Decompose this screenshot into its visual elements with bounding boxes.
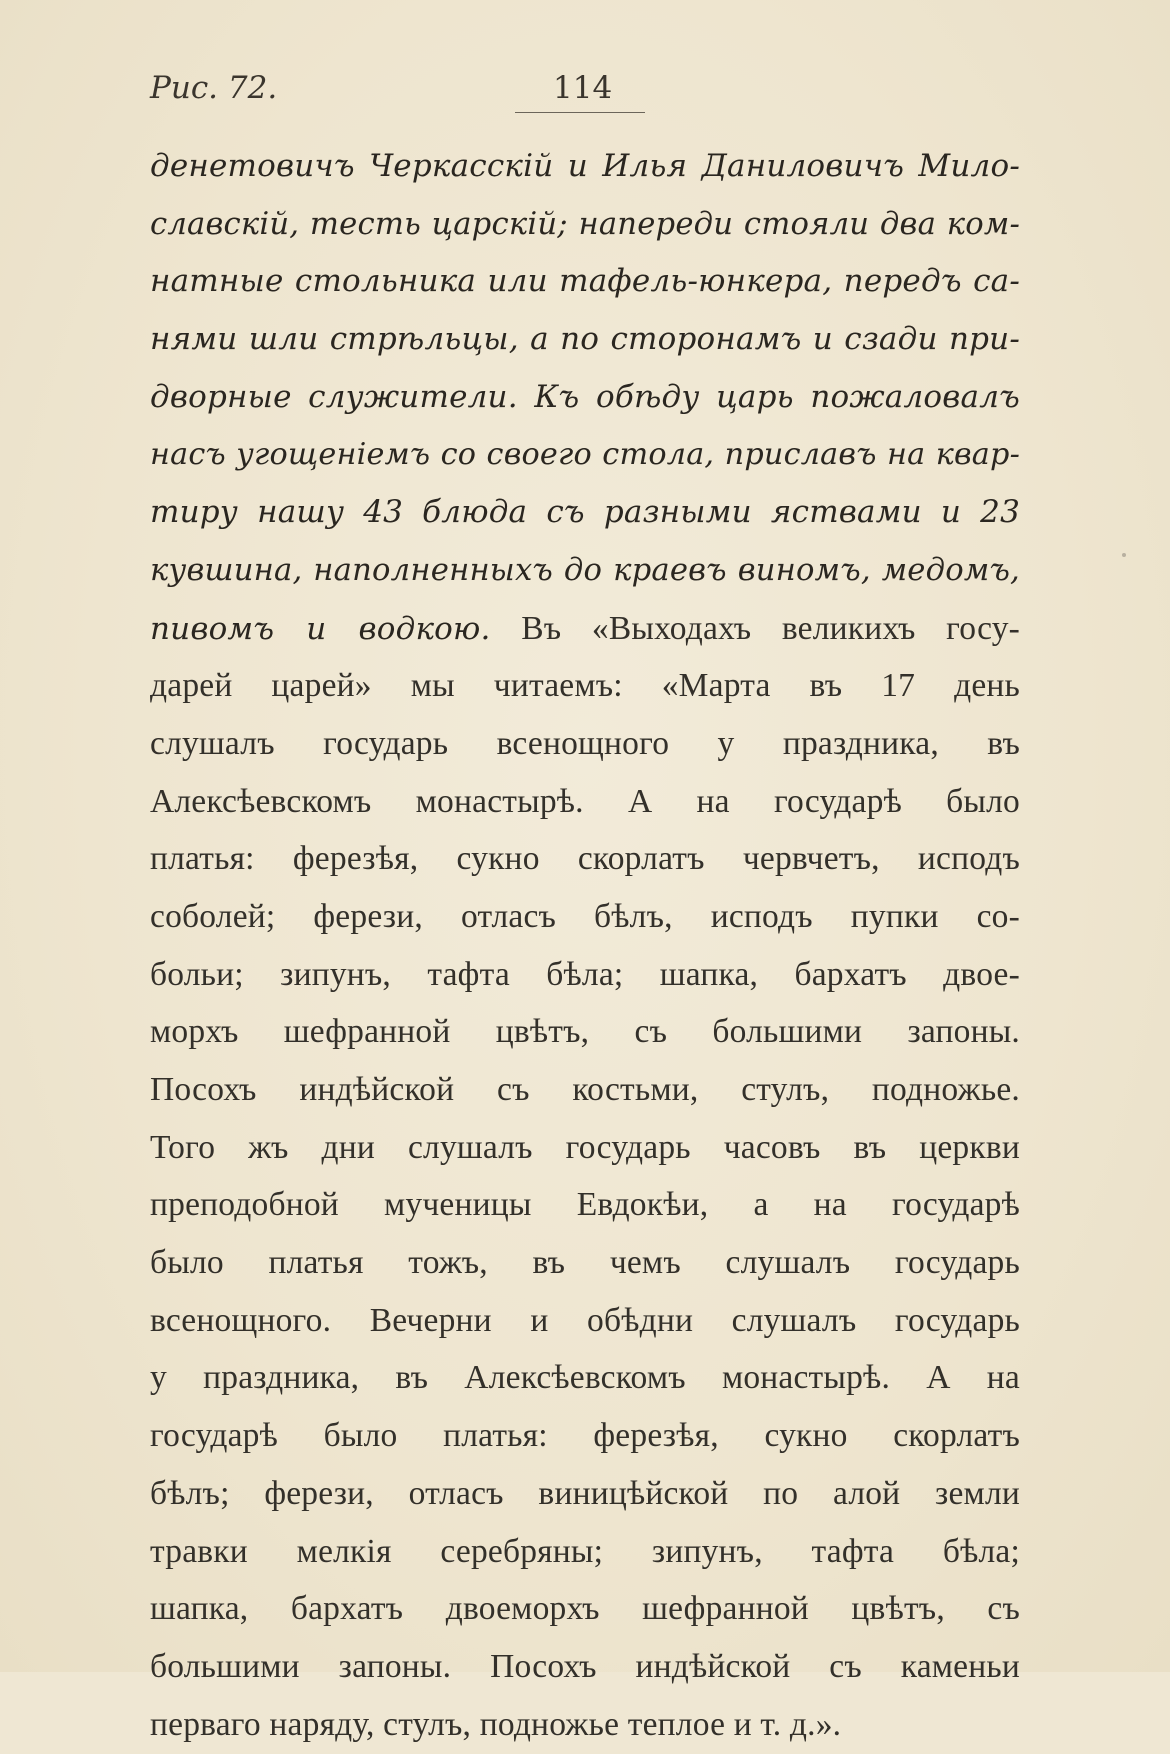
text-line-content: шапка, бархатъ двоеморхъ шефранной цвѣтъ, съ (150, 1590, 1020, 1628)
text-line-content: натные стольника или тафель-юнкера, передъ са- (150, 263, 1020, 300)
text-line (150, 1234, 1020, 1292)
text-line-content: дарей царей» мы читаемъ: «Марта въ 17 день (150, 667, 1020, 705)
text-line (150, 369, 1020, 427)
text-line (150, 1292, 1020, 1350)
text-line-content: соболей; ферези, отласъ бѣлъ, исподъ пупки со- (150, 897, 1020, 935)
text-line-content: бѣлъ; ферези, отласъ виницѣйской по алой земли (150, 1474, 1020, 1512)
text-line-content: тиру нашу 43 блюда съ разными яствами и 23 (150, 494, 1020, 531)
text-line-content: у праздника, въ Алексѣевскомъ монастырѣ. А на (150, 1359, 1020, 1397)
text-line-content: насъ угощеніемъ со своего стола, приславъ на квар- (150, 437, 1020, 473)
page-header (150, 62, 1020, 112)
text-line-content: Посохъ индѣйской съ костьми, стулъ, подножье. (150, 1071, 1020, 1108)
header-rule (515, 112, 645, 113)
text-line-content: перваго наряду, стулъ, подножье теплое и т. д.». (150, 1705, 842, 1743)
text-line-content: дворные служители. Къ обѣду царь пожаловалъ (150, 378, 1020, 415)
text-line-content: кувшина, наполненныхъ до краевъ виномъ, медомъ, (150, 552, 1020, 588)
text-line-content: преподобной мученицы Евдокѣи, а на государѣ (150, 1186, 1020, 1224)
text-line (150, 1465, 1020, 1523)
text-line (150, 1638, 1020, 1696)
text-line-content: славскій, тесть царскій; напереди стояли два ком- (150, 206, 1020, 242)
text-line-content: денетовичъ Черкасскій и Илья Даниловичъ Мило- (150, 148, 1020, 184)
text-line (150, 715, 1020, 773)
text-line-content: государѣ было платья: ферезѣя, сукно скорлатъ (150, 1417, 1020, 1455)
text-line (150, 773, 1020, 831)
page-number: 114 (553, 70, 613, 106)
text-line (150, 138, 1020, 196)
text-line-content: нями шли стрѣльцы, а по сторонамъ и сзади при- (150, 321, 1020, 358)
body-text (150, 138, 1020, 1753)
text-line-content: травки мелкія серебряны; зипунъ, тафта бѣла; (150, 1532, 1020, 1570)
text-line-italic-part: пивомъ и водкою. (150, 610, 491, 647)
text-line (150, 888, 1020, 946)
text-line (150, 657, 1020, 715)
text-line (150, 600, 1020, 658)
text-line (150, 1119, 1020, 1177)
text-line (150, 1349, 1020, 1407)
text-line (150, 484, 1020, 542)
text-line-content: Алексѣевскомъ монастырѣ. А на государѣ было (150, 782, 1020, 820)
text-line (150, 311, 1020, 369)
text-line-content: морхъ шефранной цвѣтъ, съ большими запоны. (150, 1013, 1020, 1051)
text-line-content: платья: ферезѣя, сукно скорлатъ червчетъ, исподъ (150, 840, 1020, 878)
text-line (150, 1580, 1020, 1638)
text-line-roman-part: Въ «Выходахъ великихъ госу- (490, 609, 1020, 647)
text-line (150, 1061, 1020, 1119)
text-line-content: больи; зипунъ, тафта бѣла; шапка, бархатъ двое- (150, 955, 1020, 993)
paper-speck (1122, 553, 1126, 557)
text-line-content: слушалъ государь всенощного у праздника, въ (150, 724, 1020, 762)
text-line-content: было платья тожъ, въ чемъ слушалъ государь (150, 1244, 1020, 1282)
figure-label: Рис. 72. (150, 70, 278, 106)
text-line (150, 1523, 1020, 1581)
text-line-content: Того жъ дни слушалъ государь часовъ въ церкви (150, 1128, 1020, 1166)
text-line (150, 1176, 1020, 1234)
text-line (150, 1696, 1020, 1754)
text-line (150, 1003, 1020, 1061)
text-line-content: всенощного. Вечерни и обѣдни слушалъ государь (150, 1301, 1020, 1339)
text-line (150, 542, 1020, 600)
text-line (150, 253, 1020, 311)
text-line (150, 830, 1020, 888)
text-line (150, 1407, 1020, 1465)
text-line-content: большими запоны. Посохъ индѣйской съ каменьи (150, 1647, 1020, 1685)
text-line (150, 426, 1020, 484)
text-line (150, 946, 1020, 1004)
text-line (150, 196, 1020, 254)
